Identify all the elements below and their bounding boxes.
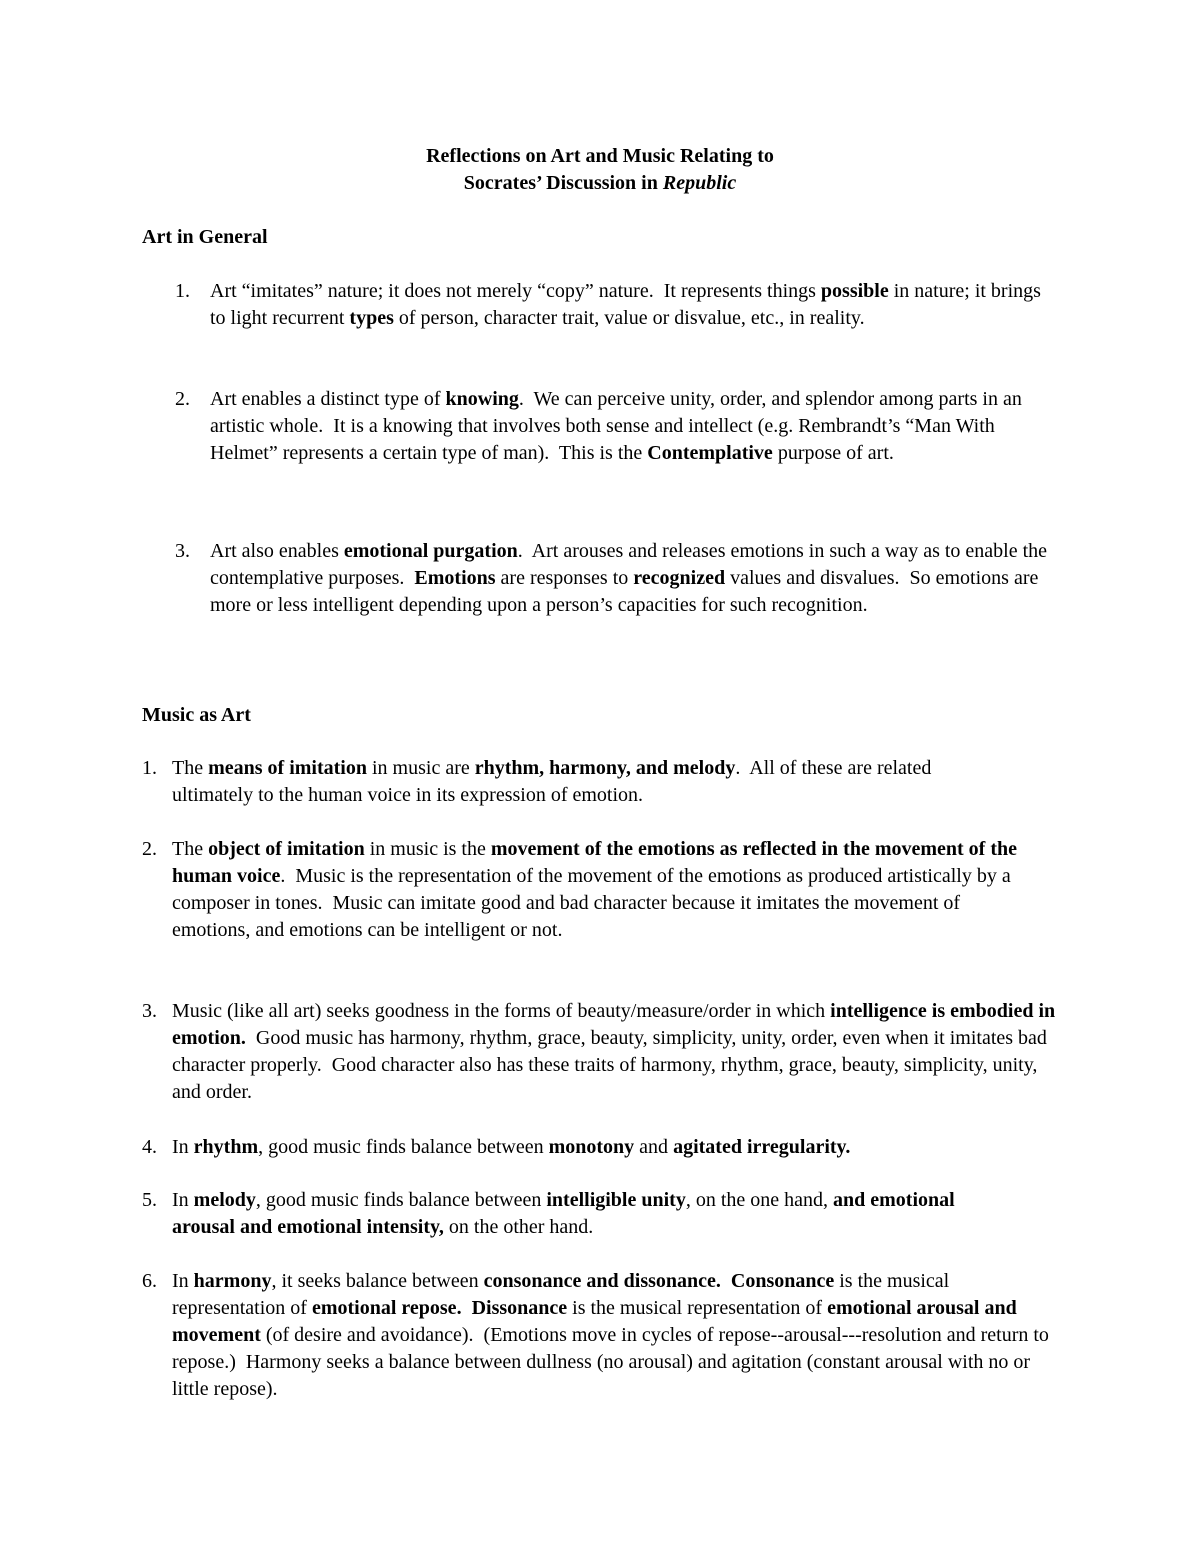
body-text: Art “imitates” nature; it does not merely “copy” nature. It represents things xyxy=(210,280,821,302)
body-text: , good music finds balance between xyxy=(258,1136,549,1158)
body-text: . Art arouses and releases emotions in such a way as to enable the contemplative purposes. xyxy=(210,540,1053,589)
body-text: Music (like all art) seeks goodness in the forms of beauty/measure/order in which xyxy=(172,1000,831,1022)
body-text: in nature; it brings to light recurrent xyxy=(210,280,1046,329)
title-line-2-italic: Republic xyxy=(662,172,737,194)
list-item-number: 2. xyxy=(175,388,190,410)
emphasis-text: emotional repose. xyxy=(311,1297,462,1319)
section-heading-music-as-art: Music as Art xyxy=(142,704,251,726)
body-text: is the musical representation of xyxy=(567,1297,828,1319)
emphasis-text: movement of the emotions as reflected in the movement of the human voice xyxy=(172,838,1023,887)
emphasis-text: emotional purgation xyxy=(343,540,518,562)
title-line-2 xyxy=(0,170,1200,197)
emphasis-text: Dissonance xyxy=(471,1297,568,1319)
body-text: and xyxy=(634,1136,674,1158)
list-item-number: 4. xyxy=(142,1136,157,1158)
body-text: Good music has harmony, rhythm, grace, beauty, simplicity, unity, order, even when it imitates bad character properly. Good character also has these traits of harmony, rhythm, grace, beauty, simplicity, unity, and order. xyxy=(172,1027,1052,1103)
body-text: , it seeks balance between xyxy=(271,1270,484,1292)
body-text: of person, character trait, value or disvalue, etc., in reality. xyxy=(393,307,865,329)
list-item-text xyxy=(210,538,1070,619)
body-text: on the other hand. xyxy=(443,1216,594,1238)
emphasis-text: object of imitation xyxy=(208,838,365,860)
list-item-text xyxy=(172,836,1042,944)
emphasis-text: rhythm, harmony, and melody xyxy=(474,757,736,779)
body-text: , on the one hand, xyxy=(685,1189,834,1211)
body-text: is the musical representation of xyxy=(172,1270,955,1319)
body-text: In xyxy=(172,1189,194,1211)
list-item-text xyxy=(172,1187,1022,1241)
emphasis-text: intelligible unity xyxy=(546,1189,686,1211)
list-item-text xyxy=(172,755,1012,809)
body-text: in music are xyxy=(366,757,475,779)
body-text xyxy=(462,1297,472,1319)
emphasis-text: possible xyxy=(820,280,889,302)
emphasis-text: rhythm xyxy=(193,1136,259,1158)
list-item-text xyxy=(172,998,1067,1106)
title-line-1: Reflections on Art and Music Relating to xyxy=(426,145,774,167)
emphasis-text: Consonance xyxy=(730,1270,835,1292)
body-text: . We can perceive unity, order, and splendor among parts in an artistic whole. It is a knowing that involves both sense and intellect (e.g. Rembrandt’s “Man With Helmet” represents a certain type of man). This is the xyxy=(210,388,1027,464)
emphasis-text: melody xyxy=(193,1189,256,1211)
body-text: In xyxy=(172,1270,194,1292)
emphasis-text: means of imitation xyxy=(208,757,367,779)
body-text: Art also enables xyxy=(210,540,344,562)
body-text: are responses to xyxy=(495,567,634,589)
list-item-number: 1. xyxy=(175,280,190,302)
list-item-number: 3. xyxy=(175,540,190,562)
emphasis-text: emotional arousal and movement xyxy=(172,1297,1022,1346)
body-text: (of desire and avoidance). (Emotions move in cycles of repose--arousal---resolution and return to repose.) Harmony seeks a balance between dullness (no arousal) and agitation (constant arousal with no or little repose). xyxy=(172,1324,1054,1400)
emphasis-text: and emotional arousal and emotional intensity, xyxy=(172,1189,960,1238)
emphasis-text: knowing xyxy=(445,388,519,410)
emphasis-text: Contemplative xyxy=(647,442,773,464)
emphasis-text: consonance and dissonance. xyxy=(483,1270,721,1292)
emphasis-text: intelligence is embodied in emotion. xyxy=(172,1000,1061,1049)
list-item-number: 5. xyxy=(142,1189,157,1211)
emphasis-text: recognized xyxy=(633,567,726,589)
body-text xyxy=(721,1270,731,1292)
body-text: In xyxy=(172,1136,194,1158)
body-text: purpose of art. xyxy=(772,442,894,464)
emphasis-text: Emotions xyxy=(414,567,496,589)
emphasis-text: monotony xyxy=(548,1136,635,1158)
body-text: . All of these are related ultimately to the human voice in its expression of emotion. xyxy=(172,757,937,806)
body-text: . Music is the representation of the movement of the emotions as produced artistically by a composer in tones. Music can imitate good and bad character because it imitates the movement of emotions, and emotions can be intelligent or not. xyxy=(172,865,1016,941)
list-item-text xyxy=(172,1134,1052,1161)
document-title xyxy=(0,143,1200,197)
emphasis-text: types xyxy=(349,307,394,329)
body-text: , good music finds balance between xyxy=(255,1189,547,1211)
body-text: The xyxy=(172,838,209,860)
body-text: values and disvalues. So emotions are more or less intelligent depending upon a person’s capacities for such recognition. xyxy=(210,567,1044,616)
body-text: in music is the xyxy=(364,838,491,860)
body-text: Art enables a distinct type of xyxy=(210,388,446,410)
list-item-text xyxy=(210,386,1040,467)
emphasis-text: harmony xyxy=(193,1270,272,1292)
emphasis-text: agitated irregularity. xyxy=(673,1136,851,1158)
list-item-text xyxy=(172,1268,1052,1403)
list-item-text xyxy=(210,278,1060,332)
list-item-number: 3. xyxy=(142,1000,157,1022)
list-item-number: 1. xyxy=(142,757,157,779)
section-heading-art-in-general: Art in General xyxy=(142,226,268,248)
title-line-2-prefix: Socrates’ Discussion in xyxy=(463,172,663,194)
body-text: The xyxy=(172,757,209,779)
list-item-number: 2. xyxy=(142,838,157,860)
list-item-number: 6. xyxy=(142,1270,157,1292)
